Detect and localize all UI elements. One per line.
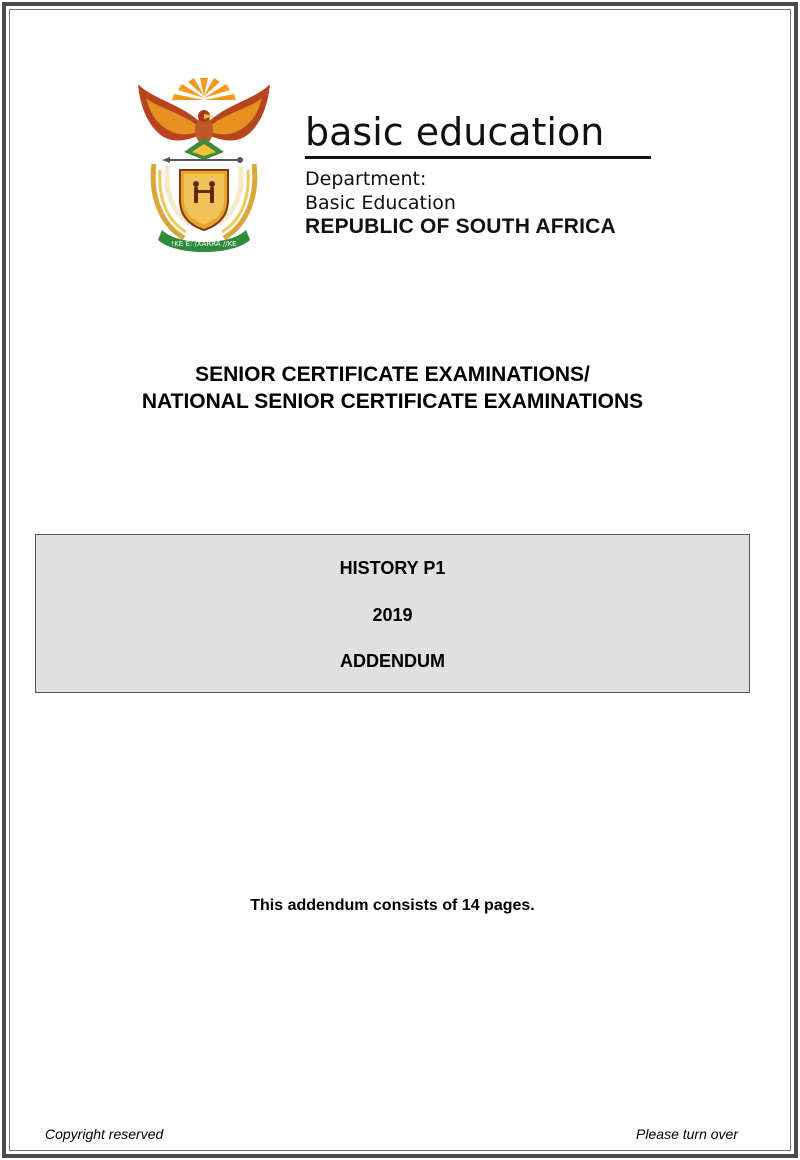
page-count-note: This addendum consists of 14 pages. <box>250 897 535 914</box>
department-label: Department: <box>305 168 427 190</box>
document-type: ADDENDUM <box>340 651 445 671</box>
brand-divider <box>305 156 651 159</box>
exam-heading-line-1: SENIOR CERTIFICATE EXAMINATIONS/ <box>195 363 590 386</box>
exam-heading-line-2: NATIONAL SENIOR CERTIFICATE EXAMINATIONS <box>141 390 644 413</box>
exam-year: 2019 <box>372 605 413 625</box>
brand-title: basic education <box>305 110 605 154</box>
department-branding <box>305 110 655 239</box>
coat-of-arms-logo <box>132 74 276 254</box>
footer-copyright: Copyright reserved <box>45 1126 164 1142</box>
department-name: Basic Education <box>305 192 456 214</box>
subject-title: HISTORY P1 <box>339 558 446 578</box>
footer-turn-over: Please turn over <box>636 1126 738 1142</box>
country-name: REPUBLIC OF SOUTH AFRICA <box>305 215 616 238</box>
coat-of-arms-motto-text: !KE E: /XARRA //KE <box>171 240 237 248</box>
subject-box <box>35 534 750 693</box>
